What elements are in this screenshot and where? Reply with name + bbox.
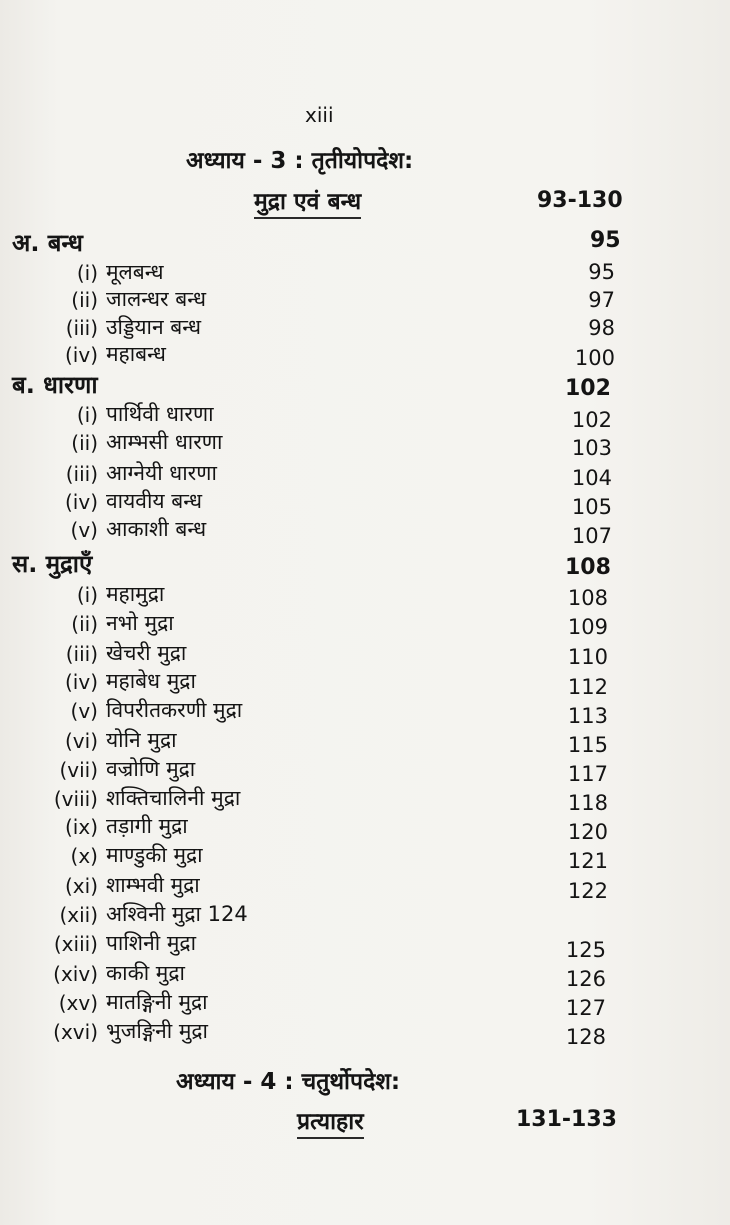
entry-title: तड़ागी मुद्रा (106, 814, 188, 838)
entry-number: (iv) (65, 490, 98, 514)
chapter-4-heading: अध्याय - 4 : चतुर्थोपदेश: (176, 1069, 401, 1095)
entry-title: महामुद्रा (106, 582, 165, 606)
entry-number: (xv) (58, 991, 98, 1015)
entry-title: अश्विनी मुद्रा 124 (106, 902, 248, 926)
entry-number: (i) (76, 403, 98, 427)
entry-title: खेचरी मुद्रा (106, 641, 187, 665)
entry-title: आग्नेयी धारणा (106, 461, 217, 485)
entry-title: वायवीय बन्ध (106, 489, 202, 513)
entry-title: नभो मुद्रा (106, 611, 174, 635)
entry-page: 103 (571, 436, 612, 460)
entry-title: वज्रोणि मुद्रा (106, 757, 196, 781)
entry-number: (xiv) (53, 962, 98, 986)
entry-number: (x) (70, 844, 98, 868)
entry-number: (v) (70, 518, 98, 542)
entry-title: आकाशी बन्ध (106, 517, 207, 541)
entry-page: 118 (567, 791, 608, 815)
entry-title: पाशिनी मुद्रा (106, 931, 197, 955)
chapter-3-page-range: 93-130 (537, 188, 623, 213)
entry-page: 126 (565, 967, 606, 991)
entry-title: माण्डुकी मुद्रा (106, 843, 203, 867)
entry-page: 95 (588, 260, 615, 284)
entry-number: (iv) (65, 670, 98, 694)
entry-page: 128 (565, 1025, 606, 1049)
entry-page: 110 (567, 645, 608, 669)
entry-number: (xii) (59, 903, 98, 927)
entry-title: उड्डियान बन्ध (106, 315, 202, 339)
entry-title: काकी मुद्रा (106, 961, 185, 985)
entry-page: 108 (567, 586, 608, 610)
section-page-bandh: 95 (590, 228, 621, 253)
entry-page: 120 (567, 820, 608, 844)
chapter-4-page-range: 131-133 (516, 1107, 617, 1132)
entry-number: (iii) (65, 462, 98, 486)
chapter-3-title: मुद्रा एवं बन्ध (254, 184, 361, 219)
entry-page: 112 (567, 675, 608, 699)
entry-number: (i) (76, 261, 98, 285)
entry-page: 105 (571, 495, 612, 519)
entry-title: योनि मुद्रा (106, 728, 177, 752)
entry-page: 104 (571, 466, 612, 490)
entry-number: (xvi) (53, 1020, 98, 1044)
section-heading-dharana: ब. धारणा (12, 371, 98, 399)
entry-page: 100 (574, 346, 615, 370)
entry-number: (iii) (65, 316, 98, 340)
entry-page: 98 (588, 316, 615, 340)
entry-number: (ii) (71, 612, 98, 636)
entry-number: (iv) (65, 343, 98, 367)
section-page-mudrayen: 108 (565, 555, 611, 580)
entry-title: भुजङ्गिनी मुद्रा (106, 1019, 208, 1043)
entry-title: महाबन्ध (106, 342, 166, 366)
chapter-3-heading: अध्याय - 3 : तृतीयोपदेश: (186, 148, 414, 174)
entry-title: पार्थिवी धारणा (106, 402, 214, 426)
entry-number: (vi) (65, 729, 98, 753)
entry-number: (ii) (71, 431, 98, 455)
entry-page: 113 (567, 704, 608, 728)
entry-number: (xi) (65, 874, 98, 898)
entry-number: (ix) (65, 815, 98, 839)
entry-page: 127 (565, 996, 606, 1020)
entry-title: जालन्धर बन्ध (106, 287, 206, 311)
entry-title: मातङ्गिनी मुद्रा (106, 990, 208, 1014)
entry-number: (ii) (71, 288, 98, 312)
entry-title: मूलबन्ध (106, 260, 164, 284)
entry-number: (vii) (59, 758, 98, 782)
entry-page: 109 (567, 615, 608, 639)
entry-page: 121 (567, 849, 608, 873)
entry-page: 115 (567, 733, 608, 757)
entry-title: विपरीतकरणी मुद्रा (106, 698, 243, 722)
entry-page: 102 (571, 408, 612, 432)
entry-number: (i) (76, 583, 98, 607)
entry-number: (iii) (65, 642, 98, 666)
entry-page: 117 (567, 762, 608, 786)
chapter-4-title: प्रत्याहार (297, 1104, 364, 1139)
entry-page: 122 (567, 879, 608, 903)
entry-page: 97 (588, 288, 615, 312)
entry-title: महाबेध मुद्रा (106, 669, 196, 693)
section-page-dharana: 102 (565, 376, 611, 401)
page-number: xiii (305, 103, 334, 127)
section-heading-bandh: अ. बन्ध (12, 229, 83, 257)
entry-title: शाम्भवी मुद्रा (106, 873, 200, 897)
section-heading-mudrayen: स. मुद्राएँ (12, 550, 93, 578)
entry-number: (xiii) (53, 932, 98, 956)
entry-number: (viii) (53, 787, 98, 811)
entry-number: (v) (70, 699, 98, 723)
entry-title: शक्तिचालिनी मुद्रा (106, 786, 241, 810)
entry-page: 125 (565, 938, 606, 962)
entry-page: 107 (571, 524, 612, 548)
entry-title: आम्भसी धारणा (106, 430, 223, 454)
